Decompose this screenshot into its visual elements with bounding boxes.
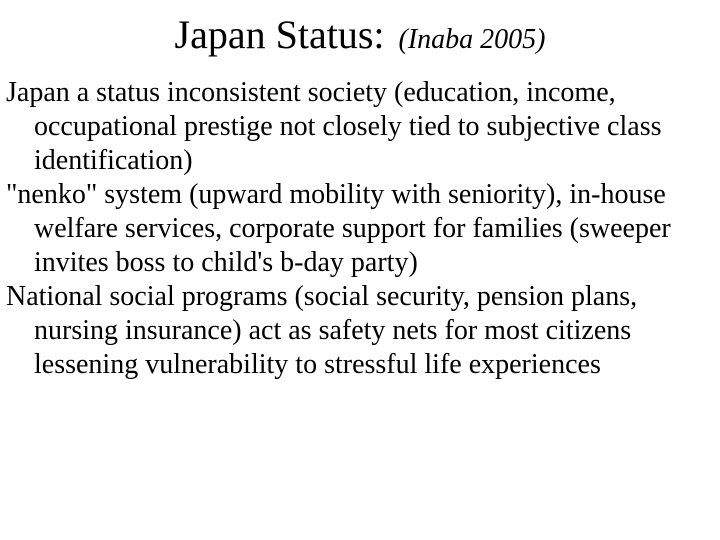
body-item-status-inconsistent: Japan a status inconsistent society (education, income, occupational prestige not closely tied to subjective class identification) bbox=[6, 77, 662, 176]
body-item-nenko-system: "nenko" system (upward mobility with seniority), in-house welfare services, corporate support for families (sweeper invites boss to child's b-day party) bbox=[6, 179, 671, 278]
body-item-national-programs: National social programs (social security, pension plans, nursing insurance) act as safety nets for most citizens lessening vulnerability to stressful life experiences bbox=[6, 281, 638, 380]
body-text-list bbox=[6, 76, 718, 382]
title-main: Japan Status: bbox=[174, 12, 385, 57]
slide-title bbox=[0, 10, 720, 65]
title-citation: (Inaba 2005) bbox=[398, 24, 546, 55]
